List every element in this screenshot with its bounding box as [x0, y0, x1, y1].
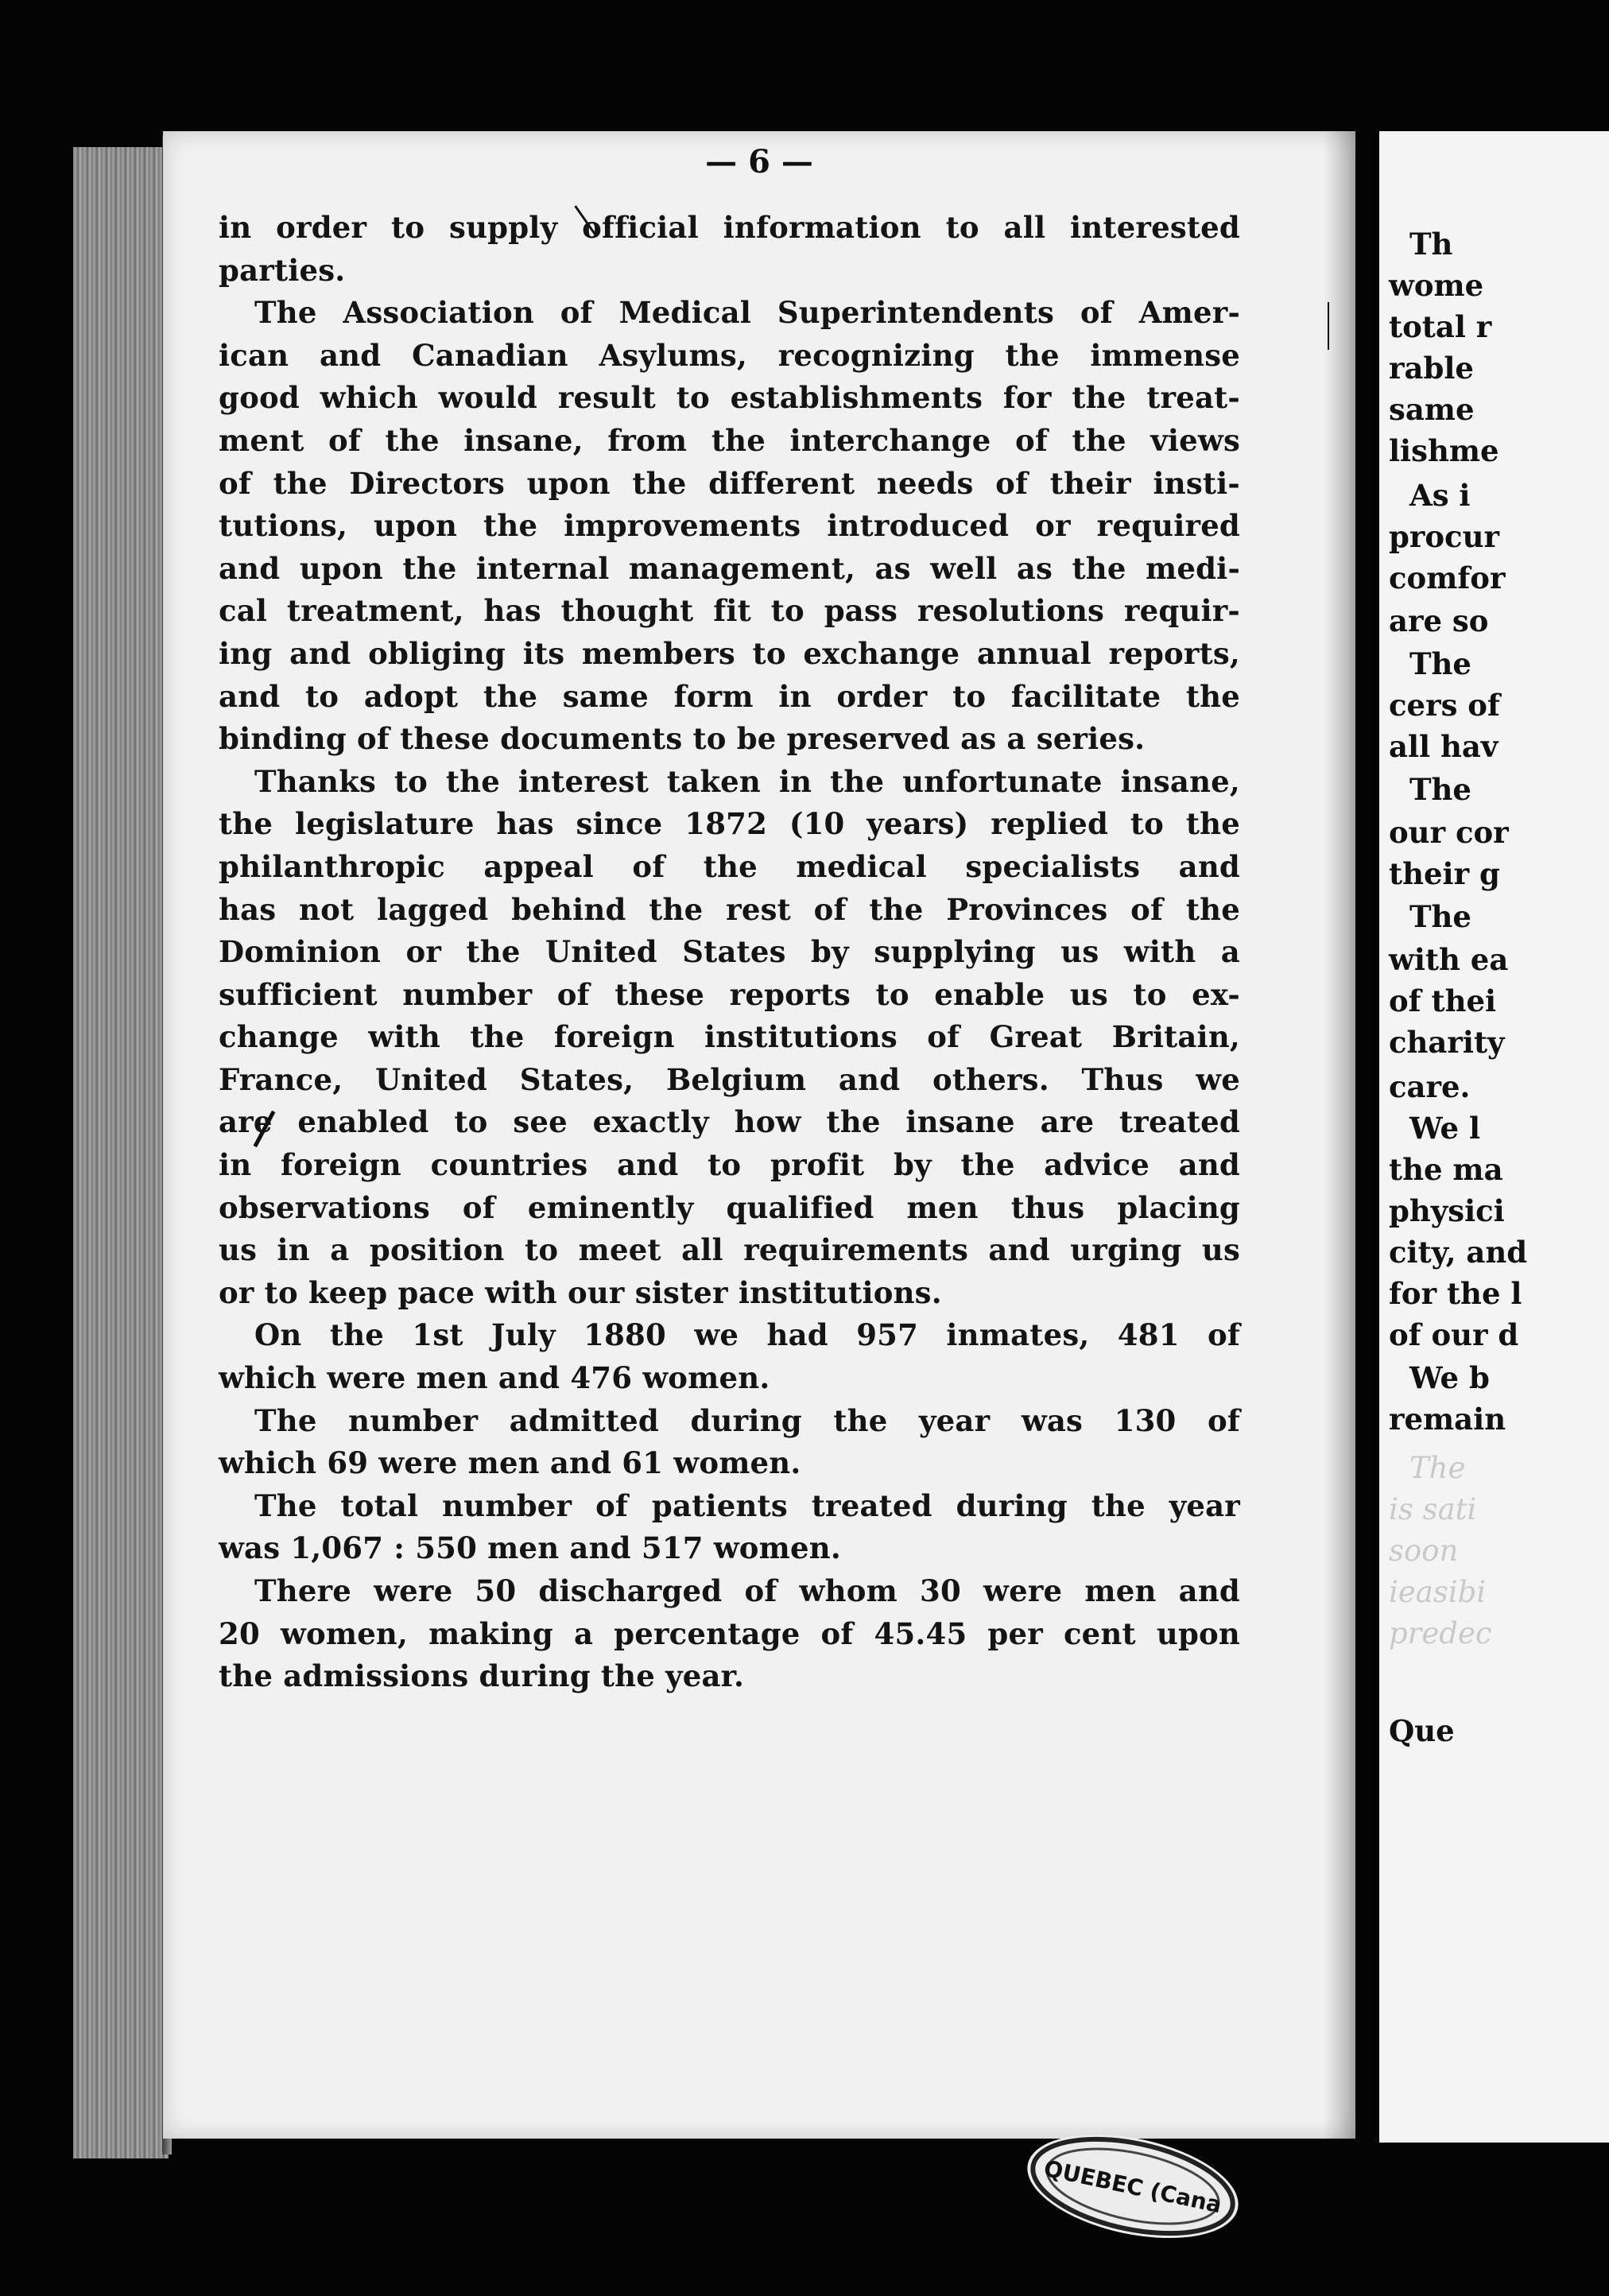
text-line: which were men and 476 women.: [219, 1360, 770, 1396]
facing-page-line: comfor: [1389, 560, 1506, 595]
facing-page-line: Th: [1409, 227, 1453, 262]
facing-page-line: of thei: [1389, 983, 1497, 1018]
facing-page-line: for the l: [1389, 1276, 1522, 1311]
facing-page-line: remain: [1389, 1402, 1506, 1437]
stray-mark: [1328, 302, 1329, 350]
text-line: philanthropic appeal of the medical specialists and: [219, 848, 1240, 884]
facing-page-line: We b: [1409, 1360, 1490, 1395]
text-line: are enabled to see exactly how the insane are treated: [219, 1104, 1240, 1140]
facing-page-line: ieasibi: [1389, 1575, 1487, 1609]
facing-page-line: The: [1409, 899, 1471, 934]
text-line: has not lagged behind the rest of the Provinces of the: [219, 891, 1240, 927]
facing-page-line: physici: [1389, 1193, 1505, 1228]
text-line: and upon the internal management, as well as the medi-: [219, 550, 1240, 586]
text-line: the admissions during the year.: [219, 1658, 745, 1694]
gutter-shadow: [1324, 131, 1355, 2139]
facing-page-line: care.: [1389, 1069, 1471, 1104]
facing-page-line: soon: [1389, 1534, 1459, 1568]
text-line: in foreign countries and to profit by the advice and: [219, 1147, 1240, 1183]
text-line: change with the foreign institutions of Great Britain,: [219, 1019, 1240, 1055]
facing-page-line: with ea: [1389, 942, 1509, 977]
facing-page-line: their g: [1389, 856, 1500, 891]
facing-page-line: the ma: [1389, 1152, 1503, 1187]
facing-page-line: total r: [1389, 309, 1492, 344]
text-line: or to keep pace with our sister institutions.: [219, 1274, 942, 1310]
text-line: in order to supply official information to all interested: [219, 210, 1240, 245]
book-page-edge: [73, 147, 169, 2158]
facing-page-line: are so: [1389, 603, 1489, 638]
facing-page-line: The: [1409, 1451, 1466, 1485]
facing-page-line: The: [1409, 646, 1471, 681]
text-line: good which would result to establishments for the treat-: [219, 380, 1240, 416]
text-line: ment of the insane, from the interchange of the views: [219, 422, 1240, 458]
text-line: binding of these documents to be preserved as a series.: [219, 721, 1146, 757]
facing-page-line: all hav: [1389, 729, 1499, 764]
text-line: parties.: [219, 252, 346, 288]
text-line: sufficient number of these reports to enable us to ex-: [219, 976, 1240, 1012]
facing-page: [1379, 131, 1609, 2143]
text-line: and to adopt the same form in order to facilitate the: [219, 678, 1240, 714]
text-line: 20 women, making a percentage of 45.45 per cent upon: [219, 1615, 1240, 1651]
text-line: ican and Canadian Asylums, recognizing the immense: [219, 337, 1240, 373]
facing-page-line: We l: [1409, 1111, 1481, 1146]
facing-page-line: charity: [1389, 1025, 1505, 1060]
text-line: observations of eminently qualified men thus placing: [219, 1189, 1240, 1225]
facing-page-line: rable: [1389, 351, 1474, 386]
text-line: the legislature has since 1872 (10 years) replied to the: [219, 806, 1240, 842]
text-line: France, United States, Belgium and others. Thus we: [219, 1061, 1240, 1097]
facing-page-line: our cor: [1389, 815, 1509, 850]
text-line: There were 50 discharged of whom 30 were men and: [254, 1573, 1240, 1608]
text-line: Thanks to the interest taken in the unfortunate insane,: [254, 763, 1240, 799]
text-line: On the 1st July 1880 we had 957 inmates, 481 of: [254, 1317, 1240, 1353]
text-line: ing and obliging its members to exchange annual reports,: [219, 635, 1240, 671]
facing-page-line: As i: [1409, 478, 1471, 513]
text-line: which 69 were men and 61 women.: [219, 1445, 801, 1481]
facing-page-line: predec: [1389, 1616, 1492, 1650]
facing-page-line: procur: [1389, 519, 1499, 554]
facing-page-line: wome: [1389, 268, 1484, 303]
body-text: [219, 207, 1240, 1698]
text-line: cal treatment, has thought fit to pass resolutions requir-: [219, 593, 1240, 629]
facing-page-line: cers of: [1389, 688, 1500, 723]
facing-page-line: same: [1389, 392, 1475, 427]
stamp-text: QUEBEC (Cana: [1041, 2154, 1224, 2218]
facing-page-line: is sati: [1389, 1492, 1477, 1526]
text-line: of the Directors upon the different needs of their insti-: [219, 465, 1240, 501]
facing-page-line: lishme: [1389, 433, 1499, 468]
text-line: tutions, upon the improvements introduced or required: [219, 508, 1240, 544]
facing-page-line: The: [1409, 772, 1471, 807]
text-line: was 1,067 : 550 men and 517 women.: [219, 1530, 841, 1566]
text-line: The number admitted during the year was 130 of: [254, 1402, 1240, 1438]
page-number: — 6 —: [705, 143, 813, 180]
facing-page-line: Que: [1389, 1713, 1455, 1748]
text-line: The Association of Medical Superintendents of Amer-: [254, 295, 1240, 331]
text-line: The total number of patients treated during the year: [254, 1487, 1240, 1523]
facing-page-line: city, and: [1389, 1235, 1528, 1270]
text-line: Dominion or the United States by supplying us with a: [219, 934, 1240, 970]
facing-page-line: of our d: [1389, 1317, 1519, 1352]
text-line: us in a position to meet all requirements and urging us: [219, 1232, 1240, 1268]
